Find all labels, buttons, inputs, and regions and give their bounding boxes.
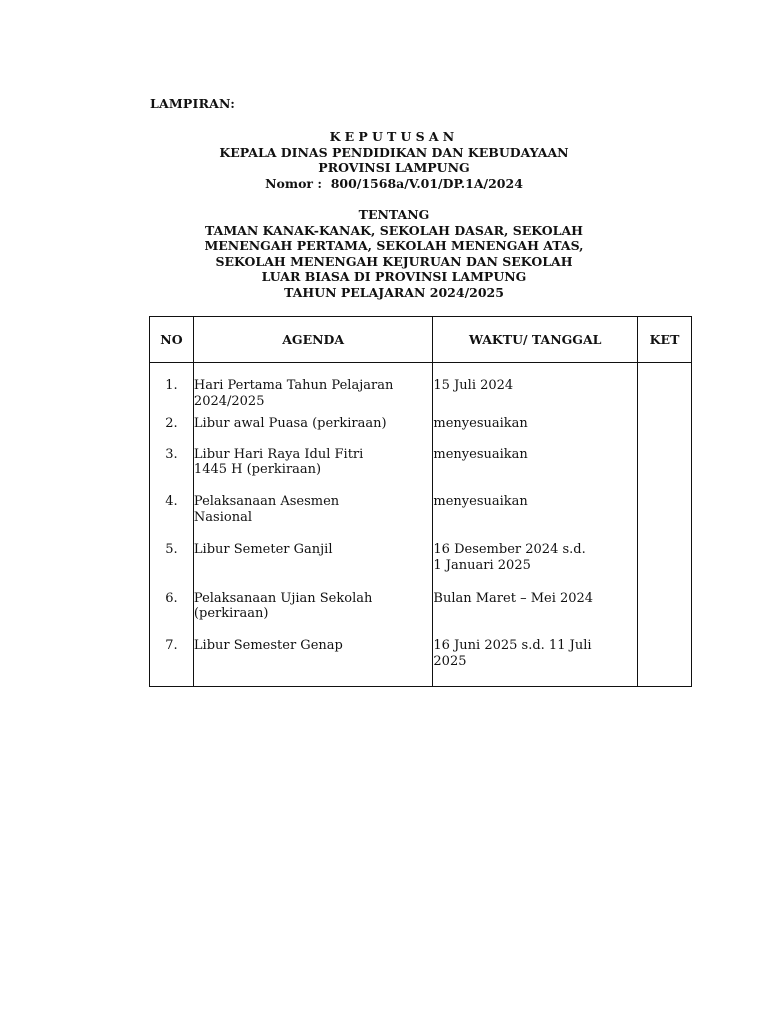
agenda-cell (193, 363, 432, 416)
keputusan-heading (150, 129, 638, 191)
table-header-row (150, 317, 692, 363)
tentang-line: LUAR BIASA DI PROVINSI LAMPUNG (261, 269, 527, 284)
table-row (150, 494, 692, 542)
agenda-cell (193, 591, 432, 639)
ket-cell (638, 363, 692, 416)
agenda-text: 2024/2025 (193, 393, 265, 409)
decree-number (150, 176, 638, 192)
table-row (150, 363, 692, 416)
tentang-line: TAHUN PELAJARAN 2024/2025 (284, 284, 504, 300)
ket-cell (638, 591, 692, 639)
agenda-text: Libur Semester Genap (193, 638, 343, 654)
waktu-cell (433, 638, 638, 686)
row-number: 1. (150, 363, 194, 416)
agenda-text: Pelaksanaan Asesmen (193, 494, 340, 510)
ket-cell (638, 638, 692, 686)
agenda-cell (193, 447, 432, 495)
agenda-cell (193, 542, 432, 591)
row-number: 5. (150, 542, 194, 591)
ket-cell (638, 416, 692, 447)
agenda-text: 1445 H (perkiraan) (193, 462, 322, 478)
agenda-text: Pelaksanaan Ujian Sekolah (193, 590, 373, 606)
waktu-cell (433, 494, 638, 542)
table-row (150, 638, 692, 686)
agenda-text: Hari Pertama Tahun Pelajaran (193, 378, 394, 393)
agenda-text: Libur awal Puasa (perkiraan) (193, 415, 387, 431)
waktu-text: menyesuaikan (433, 494, 528, 510)
row-number: 3. (150, 447, 194, 495)
lampiran-label: LAMPIRAN: (150, 96, 236, 111)
ket-cell (638, 542, 692, 591)
header-no: NO (150, 317, 194, 363)
tentang-heading (150, 207, 638, 300)
tentang-line: TAMAN KANAK-KANAK, SEKOLAH DASAR, SEKOLAH (205, 222, 583, 238)
waktu-text: 16 Desember 2024 s.d. (433, 542, 586, 558)
row-number: 2. (150, 416, 194, 447)
table-row (150, 416, 692, 447)
waktu-text: 2025 (433, 653, 467, 669)
issuer-line-2: PROVINSI LAMPUNG (318, 160, 470, 175)
waktu-cell (433, 591, 638, 639)
waktu-cell (433, 363, 638, 416)
tentang-label: TENTANG (358, 207, 430, 222)
waktu-text: menyesuaikan (433, 446, 528, 462)
decree-number-label: Nomor : (265, 175, 322, 191)
header-ket: KET (638, 317, 692, 363)
waktu-text: 15 Juli 2024 (433, 378, 514, 393)
agenda-cell (193, 416, 432, 447)
row-number: 4. (150, 494, 194, 542)
ket-cell (638, 447, 692, 495)
waktu-cell (433, 416, 638, 447)
agenda-cell (193, 494, 432, 542)
agenda-text: Libur Semeter Ganjil (193, 542, 333, 558)
waktu-text: Bulan Maret – Mei 2024 (433, 590, 594, 606)
tentang-line: MENENGAH PERTAMA, SEKOLAH MENENGAH ATAS, (204, 238, 584, 253)
header-agenda: AGENDA (193, 317, 432, 363)
ket-cell (638, 494, 692, 542)
waktu-text: 1 Januari 2025 (433, 557, 531, 573)
table-row (150, 447, 692, 495)
issuer-line-1: KEPALA DINAS PENDIDIKAN DAN KEBUDAYAAN (219, 144, 569, 160)
agenda-text: Libur Hari Raya Idul Fitri (193, 446, 364, 462)
table-row (150, 542, 692, 591)
waktu-cell (433, 447, 638, 495)
table-row (150, 591, 692, 639)
agenda-text: Nasional (193, 509, 252, 525)
agenda-table (149, 316, 692, 687)
waktu-cell (433, 542, 638, 591)
agenda-text: (perkiraan) (193, 606, 269, 622)
agenda-cell (193, 638, 432, 686)
tentang-line: SEKOLAH MENENGAH KEJURUAN DAN SEKOLAH (215, 253, 573, 269)
waktu-text: 16 Juni 2025 s.d. 11 Juli (433, 638, 592, 654)
header-waktu: WAKTU/ TANGGAL (433, 317, 638, 363)
waktu-text: menyesuaikan (433, 415, 528, 431)
row-number: 6. (150, 591, 194, 639)
decree-number-value: 800/1568a/V.01/DP.1A/2024 (330, 175, 523, 191)
row-number: 7. (150, 638, 194, 686)
keputusan-title: KEPUTUSAN (329, 129, 459, 144)
